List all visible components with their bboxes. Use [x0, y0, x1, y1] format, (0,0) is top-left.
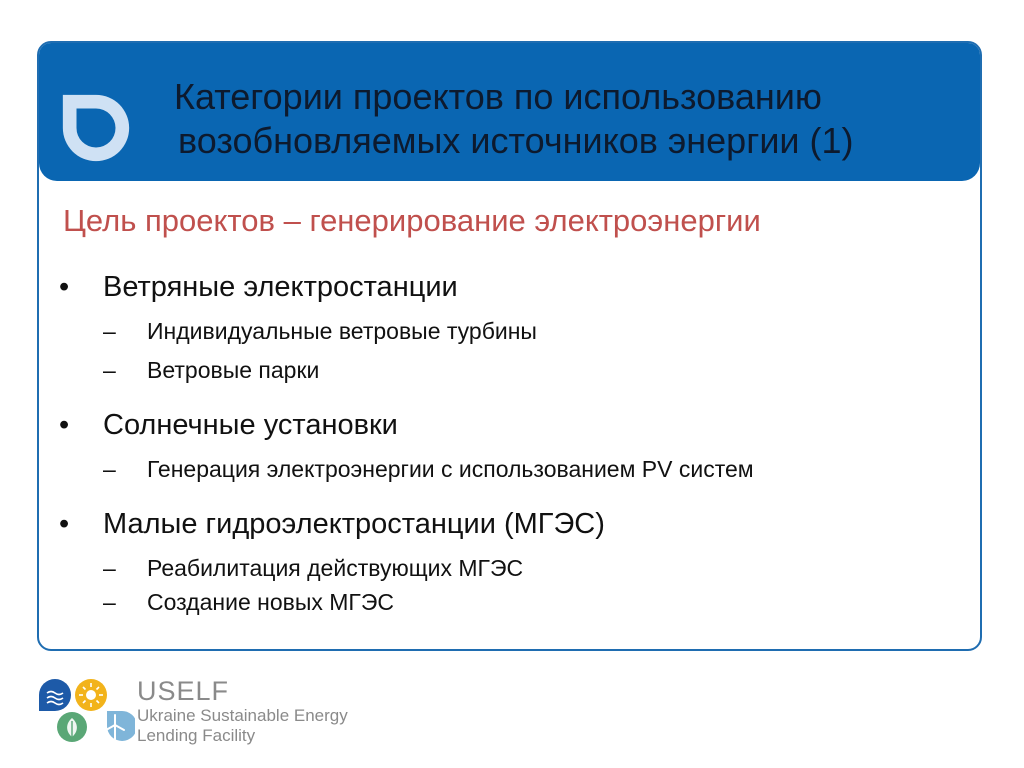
- sub-text: Реабилитация действующих МГЭС: [147, 555, 524, 581]
- brand-line-1: Ukraine Sustainable Energy: [137, 706, 348, 725]
- uself-logo: [35, 675, 135, 747]
- header-band: [39, 43, 980, 181]
- sun-icon: [75, 679, 107, 711]
- sub-mark: –: [103, 318, 116, 344]
- bullet-mark: •: [59, 271, 70, 303]
- title-line-1: Категории проектов по использованию: [174, 76, 822, 117]
- sub-text: Ветровые парки: [147, 357, 320, 383]
- bullet-mark: •: [59, 508, 70, 540]
- sub-mark: –: [103, 456, 116, 482]
- slide-title: [174, 75, 954, 163]
- sub-text: Индивидуальные ветровые турбины: [147, 318, 537, 344]
- bullet-text: Малые гидроэлектростанции (МГЭС): [103, 508, 605, 540]
- bullet-text: Ветряные электростанции: [103, 271, 458, 303]
- drop-logo-icon: [57, 89, 135, 167]
- water-icon: [39, 679, 71, 711]
- sub-text: Создание новых МГЭС: [147, 589, 395, 615]
- sub-mark: –: [103, 357, 116, 383]
- bullet-mark: •: [59, 409, 70, 441]
- footer-brand: [137, 676, 348, 746]
- sub-mark: –: [103, 555, 116, 581]
- slide-frame: [37, 41, 982, 651]
- leaf-icon: [57, 712, 87, 742]
- sub-mark: –: [103, 589, 116, 615]
- wind-turbine-icon: [106, 711, 135, 741]
- slide-subtitle: Цель проектов – генерирование электроэнергии: [63, 203, 761, 238]
- bullet-text: Солнечные установки: [103, 409, 398, 441]
- sub-text: Генерация электроэнергии с использованием PV систем: [147, 456, 754, 482]
- brand-line-2: Lending Facility: [137, 726, 256, 745]
- brand-name: USELF: [137, 676, 230, 706]
- title-line-2: возобновляемых источников энергии (1): [178, 120, 854, 161]
